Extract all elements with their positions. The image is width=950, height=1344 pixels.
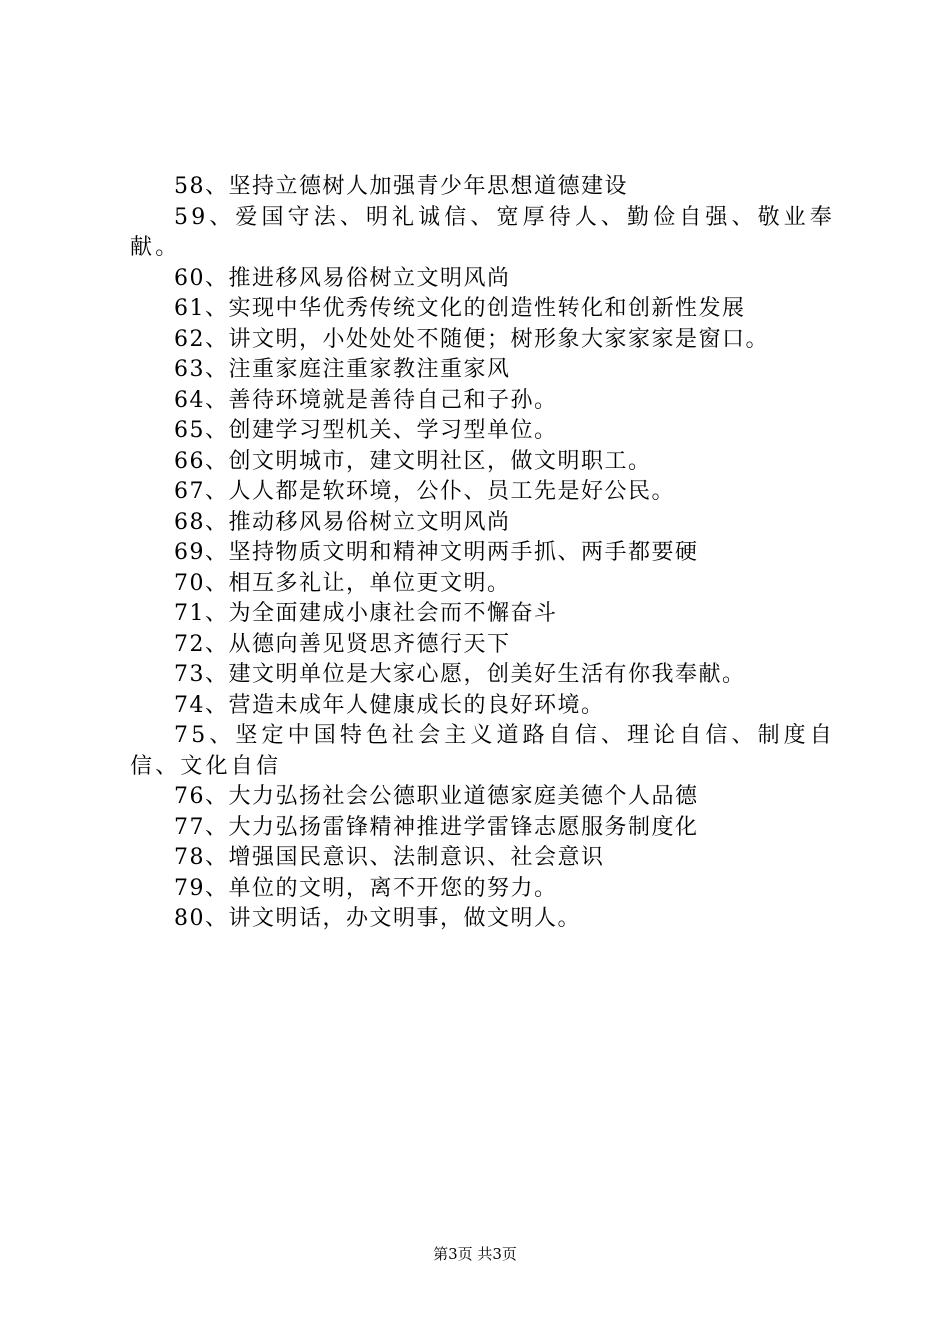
document-body (130, 172, 835, 935)
list-item: 63、注重家庭注重家教注重家风 (174, 357, 511, 382)
list-item: 73、建文明单位是大家心愿，创美好生活有你我奉献。 (174, 662, 746, 687)
page-number-footer: 第3页 共3页 (433, 1245, 517, 1263)
list-item: 62、讲文明，小处处处不随便；树形象大家家家是窗口。 (174, 326, 769, 352)
list-item: 60、推进移风易俗树立文明风尚 (174, 265, 511, 291)
list-item: 70、相互多礼让，单位更文明。 (174, 570, 511, 596)
list-item: 77、大力弘扬雷锋精神推进学雷锋志愿服务制度化 (174, 814, 699, 840)
list-item: 72、从德向善见贤思齐德行天下 (174, 631, 511, 657)
list-item: 76、大力弘扬社会公德职业道德家庭美德个人品德 (174, 784, 699, 809)
list-item: 71、为全面建成小康社会而不懈奋斗 (174, 601, 558, 626)
list-item: 75、坚定中国特色社会主义道路自信、理论自信、制度自信、文化自信 (130, 723, 835, 779)
list-item: 65、创建学习型机关、学习型单位。 (174, 418, 558, 443)
list-item: 78、增强国民意识、法制意识、社会意识 (174, 845, 605, 870)
list-item: 67、人人都是软环境，公仆、员工先是好公民。 (174, 479, 675, 504)
list-item: 61、实现中华优秀传统文化的创造性转化和创新性发展 (174, 296, 746, 321)
list-item: 68、推动移风易俗树立文明风尚 (174, 509, 511, 535)
list-item: 74、营造未成年人健康成长的良好环境。 (174, 692, 605, 718)
list-item: 58、坚持立德树人加强青少年思想道德建设 (174, 174, 628, 199)
list-item: 79、单位的文明，离不开您的努力。 (174, 875, 558, 901)
list-item: 69、坚持物质文明和精神文明两手抓、两手都要硬 (174, 540, 699, 565)
list-item: 80、讲文明话，办文明事，做文明人。 (174, 906, 581, 931)
list-item: 66、创文明城市，建文明社区，做文明职工。 (174, 448, 652, 474)
list-item: 64、善待环境就是善待自己和子孙。 (174, 387, 558, 413)
list-item: 59、爱国守法、明礼诚信、宽厚待人、勤俭自强、敬业奉献。 (130, 204, 835, 260)
